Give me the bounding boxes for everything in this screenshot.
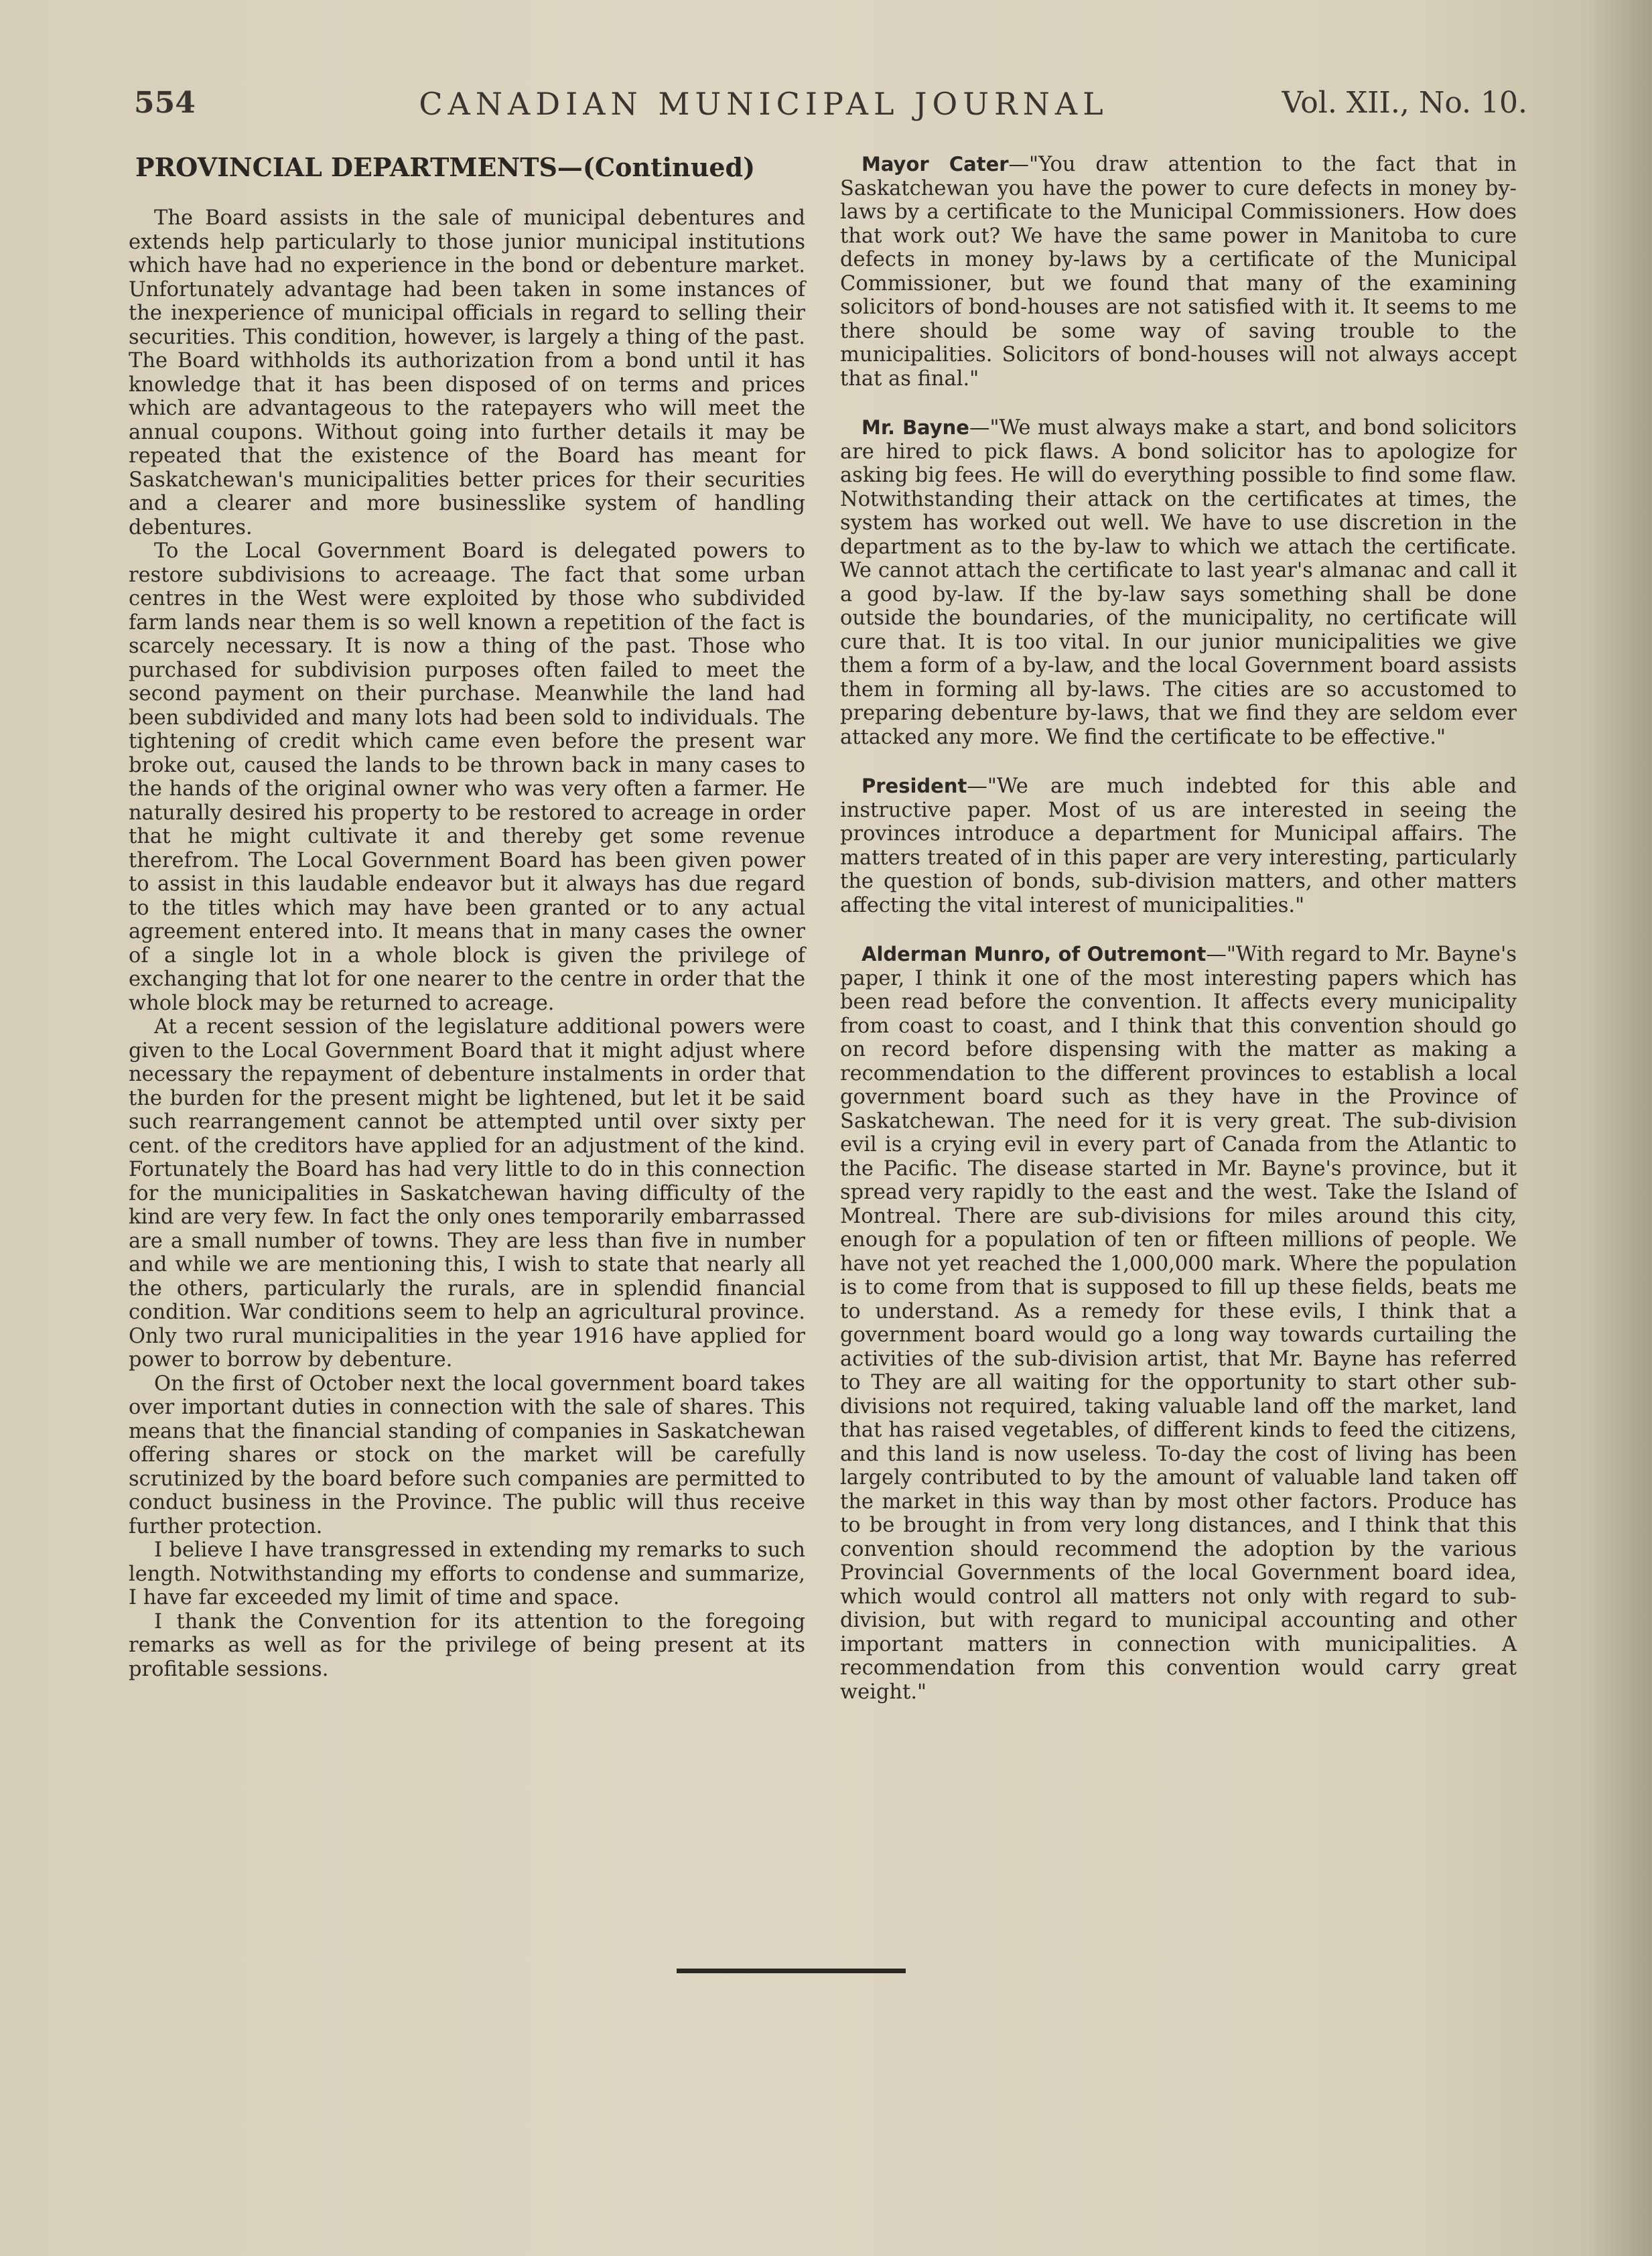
section-heading: PROVINCIAL DEPARTMENTS—(Continued) (135, 152, 756, 182)
section-divider-rule (677, 1969, 906, 1973)
speech-text: —"You draw attention to the fact that in Saskatchewan you have the power to cure defects in money by-laws by a certificate to the Municipal Commissioners. How does that work out? We have the same power in Manitoba to cure defects in money by-laws by a certificate of the Municipal Commissioner, but we found that many of the examining solicitors of bond-houses are not satisfied with it. It seems to me there should be some way of saving trouble to the municipalities. Solicitors of bond-houses will not always accept that as final." (840, 153, 1517, 391)
speech-mayor-cater (840, 153, 1517, 391)
paragraph: On the first of October next the local government board takes over important duties in connection with the sale of shares. This means that the financial standing of companies in Saskatchewan offering shares or stock on the market will be carefully scrutinized by the board before such companies are permitted to conduct business in the Province. The public will thus receive further protection. (129, 1372, 805, 1538)
speech-president (840, 775, 1517, 917)
speech-mr-bayne (840, 416, 1517, 749)
paragraph: At a recent session of the legislature additional powers were given to the Local Government Board that it might adjust where necessary the repayment of debenture instalments in order that the burden for the present might be lightened, but let it be said such rearrangement cannot be attempted until over sixty per cent. of the creditors have applied for an adjustment of the kind. Fortunately the Board has had very little to do in this connection for the municipalities in Saskatchewan having difficulty of the kind are very few. In fact the only ones temporarily embarrassed are a small number of towns. They are less than five in number and while we are mentioning this, I wish to state that nearly all the others, particularly the rurals, are in splendid financial condition. War conditions seem to help an agricultural province. Only two rural municipalities in the year 1916 have applied for power to borrow by debenture. (129, 1015, 805, 1372)
speaker-name: Mr. Bayne (862, 416, 969, 439)
paragraph: I thank the Convention for its attention to the foregoing remarks as well as for the privilege of being present at its profitable sessions. (129, 1609, 805, 1681)
paragraph: The Board assists in the sale of municipal debentures and extends help particularly to those junior municipal institutions which have had no experience in the bond or debenture market. Unfortunately advantage had been taken in some instances of the inexperience of municipal officials in regard to selling their securities. This condition, however, is largely a thing of the past. The Board withholds its authorization from a bond until it has knowledge that it has been disposed of on terms and prices which are advantageous to the ratepayers who will meet the annual coupons. Without going into further details it may be repeated that the existence of the Board has meant for Saskatchewan's municipalities better prices for their securities and a clearer and more businesslike system of handling debentures. (129, 206, 805, 539)
speech-text: —"With regard to Mr. Bayne's paper, I think it one of the most interesting papers which has been read before the convention. It affects every municipality from coast to coast, and I think that this convention should go on record before dispensing with the matter as making a recommendation to the different provinces to establish a local government board such as they have in the Province of Saskatchewan. The need for it is very great. The sub-division evil is a crying evil in every part of Canada from the Atlantic to the Pacific. The disease started in Mr. Bayne's province, but it spread very rapidly to the east and the west. Take the Island of Montreal. There are sub-divisions for miles around this city, enough for a population of ten or fifteen millions of people. We have not yet reached the 1,000,000 mark. Where the population is to come from that is supposed to fill up these fields, beats me to understand. As a remedy for these evils, I think that a government board would go a long way towards curtailing the activities of the sub-division artist, that Mr. Bayne has referred to They are all waiting for the opportunity to start other sub-divisions not required, taking valuable land off the market, land that has raised vegetables, of different kinds to feed the citizens, and this land is now useless. To-day the cost of living has been largely contributed to by the amount of valuable land taken off the market in this way than by most other factors. Produce has to be brought in from very long distances, and I think that this convention should recommend the adoption by the various Provincial Governments of the local Government board idea, which would control all matters not only with regard to sub-division, but with regard to municipal accounting and other important matters in connection with municipalities. A recommendation from this convention would carry great weight." (840, 943, 1517, 1704)
right-column (840, 153, 1517, 1729)
speech-text: —"We must always make a start, and bond solicitors are hired to pick flaws. A bond solicitor has to apologize for asking big fees. He will do everything possible to find some flaw. Notwithstanding their attack on the certificates at times, the system has worked out well. We have to use discretion in the department as to the by-law to which we attach the certificate. We cannot attach the certificate to last year's almanac and call it a good by-law. If the by-law says something shall be done outside the boundaries, of the municipality, no certificate will cure that. It is too vital. In our junior municipalities we give them a form of a by-law, and the local Government board assists them in forming all by-laws. The cities are so accustomed to preparing debenture by-laws, that we find they are seldom ever attacked any more. We find the certificate to be effective." (840, 416, 1517, 749)
speaker-name: Alderman Munro, of Outremont (862, 943, 1207, 966)
page-number: 554 (134, 86, 196, 120)
speaker-name: Mayor Cater (862, 153, 1009, 176)
journal-title: CANADIAN MUNICIPAL JOURNAL (419, 86, 1109, 122)
speech-alderman-munro (840, 943, 1517, 1704)
page-header (134, 86, 1527, 126)
speech-text: —"We are much indebted for this able and instructive paper. Most of us are interested in seeing the provinces introduce a department for Municipal affairs. The matters treated of in this paper are very interesting, particularly the question of bonds, sub-division matters, and other matters affecting the vital interest of municipalities." (840, 775, 1517, 917)
paragraph: To the Local Government Board is delegated powers to restore subdivisions to acreaage. The fact that some urban centres in the West were exploited by those who subdivided farm lands near them is so well known a repetition of the fact is scarcely necessary. It is now a thing of the past. Those who purchased for subdivision purposes often failed to meet the second payment on their purchase. Meanwhile the land had been subdivided and many lots had been sold to individuals. The tightening of credit which came even before the present war broke out, caused the lands to be thrown back in many cases to the hands of the original owner who was very often a farmer. He naturally desired his property to be restored to acreage in order that he might cultivate it and thereby get some revenue therefrom. The Local Government Board has been given power to assist in this laudable endeavor but it always has due regard to the titles which may have been granted or to any actual agreement entered into. It means that in many cases the owner of a single lot in a whole block is given the privilege of exchanging that lot for one nearer to the centre in order that the whole block may be returned to acreage. (129, 539, 805, 1015)
speaker-name: President (862, 775, 967, 797)
left-column (129, 153, 805, 1681)
volume-issue: Vol. XII., No. 10. (1282, 86, 1527, 120)
paragraph: I believe I have transgressed in extending my remarks to such length. Notwithstanding my efforts to condense and summarize, I have far exceeded my limit of time and space. (129, 1538, 805, 1609)
